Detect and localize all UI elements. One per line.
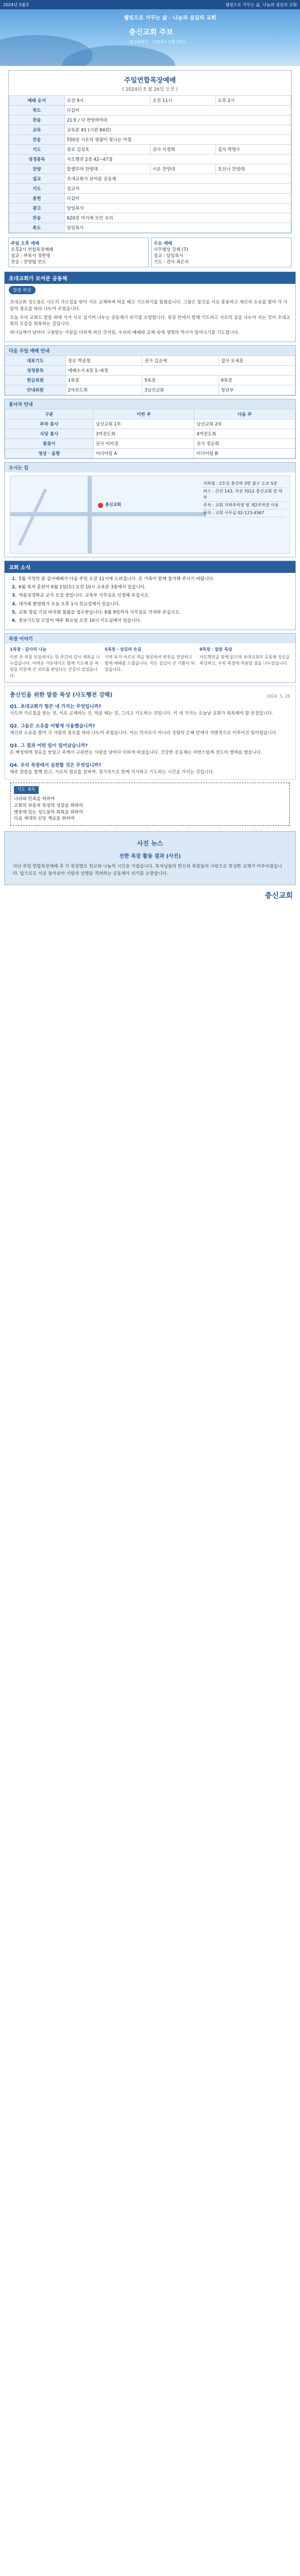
worship-item-value: 교독문 41 (시편 84편) [64, 125, 291, 135]
worship-item-value: 집사 박명수 [215, 145, 291, 155]
worship-title: 주일연합목장예배 [124, 77, 176, 84]
notice-list [5, 573, 295, 630]
column-text: 사도행전을 함께 읽으며 초대교회의 공동체 정신을 묵상하고, 우리 목장에 적용할 점을 나누었습니다. [199, 654, 290, 666]
church-pin-icon [98, 503, 103, 508]
worship-item-label: 찬양 [9, 164, 65, 174]
servers-row [5, 448, 295, 458]
next-week-value: 장로 박종철 [65, 355, 142, 365]
worship-item-value: 오전 9시 [64, 96, 150, 106]
brand-logo: 충신교회 [264, 892, 293, 901]
column-heading: 9목장 · 말씀 묵상 [199, 647, 232, 652]
wednesday-service [151, 238, 292, 267]
next-week-section [4, 345, 296, 396]
worship-item-value: 다같이 [64, 194, 291, 204]
servers-cell: 남선교회 2부 [194, 419, 295, 429]
worship-row [9, 115, 291, 125]
photo-news-panel [4, 831, 296, 885]
worship-row [9, 174, 291, 184]
notice-item [12, 591, 288, 600]
afternoon-service-title: 주일 오후 예배 [11, 241, 40, 246]
worship-row [9, 184, 291, 194]
article-qa [5, 701, 295, 779]
notice-number: 3. [12, 593, 17, 599]
issue-date: 2024년 5월호 [3, 2, 30, 7]
next-week-value: 5목장 [142, 375, 219, 385]
worship-order-box [8, 70, 292, 233]
map-road [88, 476, 92, 553]
worship-subtitle: ( 2024년 5 월 26일 오전 ) [122, 87, 178, 92]
sermon-paragraph: 초대교회 성도들은 사도의 가르침을 받아 서로 교제하며 떡을 떼고 기도하기를 힘썼습니다. 그들은 물건을 서로 통용하고 재산과 소유를 팔아 각 사람의 필요를 따라 나누어 주었습니다. [10, 300, 288, 312]
location-title: 오시는 길 [5, 463, 295, 472]
worship-row [9, 135, 291, 145]
map-road [10, 512, 206, 516]
worship-item-value: 설교자 [64, 184, 291, 194]
location-map [10, 476, 290, 554]
worship-item-label: 찬송 [9, 213, 65, 223]
notice-number: 4. [12, 601, 17, 607]
worship-row [9, 145, 291, 155]
article-title: 충신인을 위한 말씀 묵상 (사도행전 강해) [10, 691, 113, 698]
worship-item-label: 찬송 [9, 135, 65, 145]
wednesday-service-title: 수요 예배 [154, 241, 172, 246]
servers-header: 이번 주 [93, 409, 194, 419]
servers-cell: 3여전도회 [93, 429, 194, 438]
worship-row [9, 223, 291, 233]
article-answer: 재산과 소유를 팔아 각 사람의 필요를 따라 나누어 주었습니다. 이는 억지로가 아니라 성령의 은혜 안에서 자발적으로 이루어진 일이었습니다. [10, 730, 278, 736]
notice-item [12, 575, 288, 583]
worship-row [9, 164, 291, 174]
afternoon-line: 설교 : 부목사 정한영 [11, 253, 51, 259]
worship-item-value: 초대교회가 보여준 공동체 [64, 174, 291, 184]
worship-row [9, 194, 291, 204]
bottom-brand-bar [0, 885, 300, 906]
sermon-paragraph: 하나님께서 날마다 구원받는 사람을 더하게 하신 것처럼, 우리의 예배와 교제 속에 생명의 역사가 일어나기를 기도합니다. [10, 330, 240, 335]
notice-number: 1. [12, 576, 17, 582]
next-week-label: 안내위원 [5, 385, 66, 395]
servers-table [5, 409, 295, 459]
worship-item-label: 축도 [9, 223, 65, 233]
sermon-paragraph: 오늘 우리 교회도 말씀 위에 서서 서로 섬기며 나누는 공동체가 되기를 소망합니다. 목장 안에서 함께 기도하고 서로의 짐을 나누어 지는 것이 초대교회의 모습을 회복하는 길입니다. [10, 315, 290, 327]
worship-item-value: 시온 찬양대 [150, 164, 215, 174]
afternoon-line: 찬송 : 찬양팀 인도 [11, 260, 46, 265]
notice-item [12, 608, 288, 617]
worship-item-value: 담임목사 [64, 204, 291, 213]
direction-line: 버스 : 간선 143, 지선 7012 충신교회 앞 하차 [203, 488, 286, 502]
notices-section [4, 561, 296, 630]
sermon-body [5, 296, 295, 342]
columns-title: 목장 이야기 [5, 634, 295, 643]
next-week-value: 에베소서 4장 1~6절 [65, 365, 295, 375]
next-week-table [5, 355, 295, 395]
article-question: Q2. 그들은 소유를 어떻게 사용했습니까? [10, 723, 95, 729]
servers-header: 다음 주 [194, 409, 295, 419]
worship-item-value: 할렐루야 찬양대 [64, 164, 150, 174]
wednesday-line: 사무엘상 강해 (7) [154, 247, 188, 252]
servers-row [5, 419, 295, 429]
next-week-row [5, 355, 295, 365]
worship-item-value: 오전 11시 [150, 96, 215, 106]
worship-item-value: 사도행전 2장 42~47절 [64, 155, 291, 164]
worship-item-value: 550장 시온의 영광이 빛나는 아침 [64, 135, 291, 145]
notice-text: 5월 가정의 달 감사예배가 다음 주일 오전 11시에 드려집니다. 온 가족이 함께 참석해 주시기 바랍니다. [19, 576, 214, 582]
worship-item-value: 담임목사 [64, 223, 291, 233]
article-question: Q4. 우리 목장에서 실천할 것은 무엇입니까? [10, 763, 102, 769]
worship-item-label: 성경봉독 [9, 155, 65, 164]
servers-cell: 남선교회 1부 [93, 419, 194, 429]
servers-header: 구분 [5, 409, 94, 419]
column-item [105, 647, 195, 679]
location-directions [203, 480, 286, 517]
worship-item-value: 호산나 찬양대 [215, 164, 291, 174]
service-preachers [8, 238, 292, 267]
worship-item-label: 기도 [9, 184, 65, 194]
worship-item-value: 다같이 [64, 106, 291, 115]
article-header [5, 686, 295, 701]
direction-line: 지하철 : 2호선 충신역 3번 출구 도보 5분 [203, 480, 286, 488]
article-answer: 매주 말씀을 함께 읽고, 서로의 필요를 살피며, 정기적으로 함께 식사하고 기도하는 시간을 가지는 것입니다. [10, 770, 214, 775]
servers-cell: 꽃꽂이 [5, 438, 94, 448]
article-question: Q1. 초대교회가 힘쓴 네 가지는 무엇입니까? [10, 704, 102, 709]
sermon-title: 초대교회가 보여준 공동체 [5, 272, 295, 284]
worship-row [9, 213, 291, 223]
worship-order-table [9, 95, 291, 233]
notice-item [12, 617, 288, 625]
servers-cell: 주차 봉사 [5, 419, 94, 429]
notice-number: 6. [12, 618, 17, 624]
notice-item [12, 600, 288, 608]
map-road [18, 488, 47, 546]
meditation-article [4, 686, 296, 780]
next-week-row [5, 375, 295, 385]
banner-logo: 충신교회 주보 [129, 28, 174, 37]
column-grid [5, 643, 295, 682]
column-heading: 1목장 · 감사의 나눔 [10, 647, 47, 652]
column-item [10, 647, 101, 679]
next-week-label: 대표기도 [5, 355, 66, 365]
notice-number: 2. [12, 585, 17, 590]
photo-news-title: 사진 뉴스 [137, 840, 163, 848]
next-week-value: 1목장 [65, 375, 142, 385]
worship-item-label: 광고 [9, 204, 65, 213]
worship-row [9, 155, 291, 164]
notice-text: 교회 창립 기념 바자회 물품을 접수받습니다. 6월 9일까지 사무실로 가져와 주십시오. [19, 610, 181, 615]
worship-item-value: 620장 여기에 모인 우리 [64, 213, 291, 223]
wednesday-line: 기도 : 권사 최은숙 [154, 260, 189, 265]
worship-row [9, 106, 291, 115]
servers-row [5, 429, 295, 438]
notices-title: 교회 소식 [5, 561, 295, 573]
wednesday-line: 설교 : 담임목사 [154, 253, 184, 259]
worship-item-label: 기도 [9, 145, 65, 155]
banner-issue: 제 2459호 · 2024년 5월 26일 [129, 40, 186, 44]
header-banner [0, 9, 300, 66]
servers-cell: 식당 봉사 [5, 429, 94, 438]
servers-section [4, 399, 296, 459]
banner-motto: 웰빙으로 가꾸는 삶 · 나눔과 섬김의 교회 [124, 15, 216, 21]
notice-text: 중보기도팀 모임이 매주 화요일 오전 10시 기도실에서 있습니다. [19, 618, 141, 624]
worship-item-value: 권사 이정희 [150, 145, 215, 155]
photo-news-body: 지난 주일 연합목장예배 후 각 목장별로 친교와 나눔의 시간을 가졌습니다. 목자님들의 헌신과 목원들의 사랑으로 풍성한 교제가 이루어졌습니다. 앞으로도 서로 돌아보아 사랑과 선행을 격려하는 공동체가 되기를 소망합니다. [13, 864, 282, 876]
servers-title: 봉사자 안내 [5, 399, 295, 409]
next-week-value: 집사 오세훈 [219, 355, 295, 365]
article-date: 2024. 5. 26 [266, 693, 290, 699]
next-week-value: 3남선교회 [142, 385, 219, 395]
column-text: 지역 독거 어르신 댁을 방문하여 반찬을 전달하고 함께 예배를 드렸습니다. 작은 섬김이 큰 기쁨이 되었습니다. [105, 654, 195, 672]
notice-text: 6월 목자 훈련이 6월 1일(토) 오전 10시 교육관 3층에서 있습니다. [19, 585, 146, 590]
worship-item-label: 묵도 [9, 106, 65, 115]
article-answer: 사도의 가르침을 받는 것, 서로 교제하는 것, 떡을 떼는 것, 그리고 기도하는 것입니다. 이 네 가지는 오늘날 교회가 회복해야 할 본질입니다. [10, 710, 273, 716]
servers-cell: 4여전도회 [194, 429, 295, 438]
next-week-value: 청년부 [219, 385, 295, 395]
prayer-line: 교회의 부흥과 목장의 성장을 위하여 [14, 803, 83, 808]
afternoon-service [8, 238, 149, 267]
next-week-value: 권사 김순애 [142, 355, 219, 365]
notice-text: 새가족 환영회가 오늘 오후 1시 친교실에서 있습니다. [19, 601, 120, 607]
worship-item-label: 찬송 [9, 115, 65, 125]
columns-section [4, 633, 296, 683]
next-week-label: 성경봉독 [5, 365, 66, 375]
worship-item-label: 예배 순서 [9, 96, 65, 106]
worship-item-value: 21장 / 다 찬양하여라 [64, 115, 291, 125]
sermon-pill: 말씀 묵상 [9, 286, 36, 294]
prayer-box [10, 783, 290, 826]
direction-line: 주차 : 교회 지하주차장 및 제2주차장 이용 [203, 502, 286, 510]
servers-cell: 미디어팀 A [93, 448, 194, 458]
next-week-row [5, 365, 295, 375]
article-question: Q3. 그 결과 어떤 일이 일어났습니까? [10, 743, 88, 749]
column-heading: 5목장 · 섬김의 손길 [105, 647, 142, 652]
worship-row [9, 125, 291, 135]
photo-news-subtitle: 선한 목장 활동 결과 (사진) [119, 854, 181, 860]
top-bar [0, 0, 300, 9]
worship-item-label: 설교 [9, 174, 65, 184]
servers-cell: 영상 · 음향 [5, 448, 94, 458]
location-section [4, 462, 296, 557]
notice-number: 5. [12, 610, 17, 615]
column-text: 이번 주 목장 모임에서는 한 주간의 감사 제목을 나누었습니다. 어려운 가운데서도 함께 기도해 준 목원들 덕분에 큰 위로를 받았다는 간증이 있었습니다. [10, 654, 100, 678]
map-pin-label: 충신교회 [105, 502, 121, 507]
worship-item-value: 오후 2시 [215, 96, 291, 106]
article-answer: 온 백성에게 칭송을 받았고 주께서 구원받는 사람을 날마다 더하게 하셨습니다. 건강한 공동체는 자연스럽게 전도의 열매를 맺습니다. [10, 750, 262, 755]
afternoon-line: 오후2시 연합목장예배 [11, 247, 54, 252]
notice-text: 여름성경학교 교사 모집 중입니다. 교육부 사무실로 신청해 주십시오. [19, 593, 150, 599]
next-week-label: 헌금위원 [5, 375, 66, 385]
worship-item-label: 봉헌 [9, 194, 65, 204]
worship-row [9, 204, 291, 213]
worship-item-value: 장로 김성호 [64, 145, 150, 155]
next-week-value: 2여전도회 [65, 385, 142, 395]
prayer-line: 나라와 민족을 위하여 [14, 796, 55, 802]
prayer-tag: 기도 제목 [14, 786, 39, 794]
next-week-row [5, 385, 295, 395]
prayer-line: 병중에 있는 성도들의 회복을 위하여 [14, 809, 83, 815]
servers-cell: 권사 이미경 [93, 438, 194, 448]
prayer-line: 다음 세대의 신앙 계승을 위하여 [14, 816, 75, 822]
sermon-section [4, 272, 296, 342]
worship-item-label: 교독 [9, 125, 65, 135]
servers-cell: 미디어팀 B [194, 448, 295, 458]
servers-cell: 권사 정순희 [194, 438, 295, 448]
direction-line: 문의 : 교회 사무실 02-123-4567 [203, 510, 286, 517]
column-item [199, 647, 290, 679]
servers-row [5, 438, 295, 448]
next-week-value: 9목장 [219, 375, 295, 385]
church-motto-top: 웰빙으로 가꾸는 삶, 나눔과 섬김의 교회 [225, 2, 297, 7]
worship-row [9, 96, 291, 106]
notice-item [12, 583, 288, 591]
next-week-title: 다음 주일 예배 안내 [5, 346, 295, 355]
